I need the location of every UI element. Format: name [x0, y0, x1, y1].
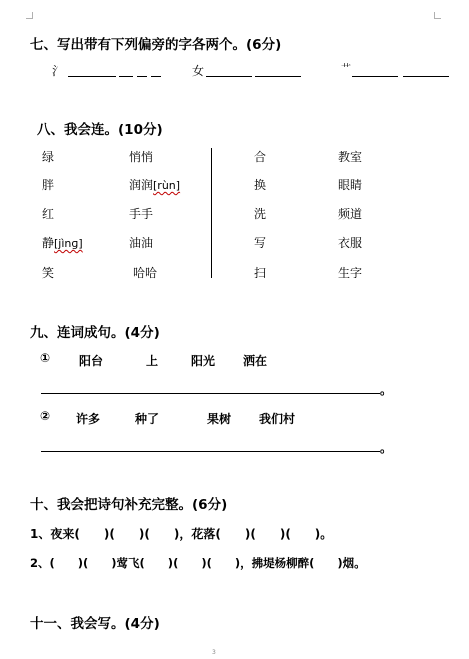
q10-line2-blank-6: ( )	[309, 556, 343, 570]
q7-answer-line-3b	[403, 76, 449, 77]
q10-line1-blank-6: ( )	[285, 527, 321, 541]
q10-line1-blank-2: ( )	[109, 527, 145, 541]
q10-line1-number: 1、	[30, 527, 51, 541]
q8-col2-item-2-word: 润润	[129, 178, 154, 192]
q8-pinyin-run: [rùn]	[153, 179, 181, 192]
q10-line1-blank-4: ( )	[215, 527, 251, 541]
q9-item1-answer-line	[41, 393, 380, 394]
q7-answer-line-1d	[151, 76, 161, 77]
q9-item1-word-2: 上	[146, 354, 159, 368]
q10-line1-blank-5: ( )	[250, 527, 286, 541]
q9-item1-period: 。	[380, 383, 393, 397]
q10-line1-blank-1: ( )	[74, 527, 110, 541]
q9-item2-period: 。	[380, 441, 393, 455]
q8-col4-item-4: 衣服	[338, 236, 363, 250]
q8-divider	[211, 148, 212, 278]
q10-line2-blank-2: ( )	[83, 556, 117, 570]
q8-col3-item-2: 换	[254, 178, 267, 192]
q8-title: 八、我会连。(10分)	[37, 122, 163, 138]
q9-item1-word-3: 阳光	[191, 354, 216, 368]
q10-line2-number: 2、	[30, 556, 50, 570]
corner-mark-top-right	[434, 12, 441, 19]
q10-line1-end: 。	[320, 527, 333, 541]
q10-line1-mid: ，花落	[179, 527, 216, 541]
q10-line1-blank-3: ( )	[144, 527, 180, 541]
q7-answer-line-3a	[352, 76, 398, 77]
q8-col2-item-5: 哈哈	[133, 266, 158, 280]
q10-line2-word-3: 烟。	[342, 556, 366, 570]
q11-title: 十一、我会写。(4分)	[30, 616, 160, 632]
q8-col1-item-1: 绿	[42, 150, 55, 164]
q8-col2-item-3: 手手	[129, 207, 154, 221]
q9-item1-word-4: 洒在	[243, 354, 268, 368]
q8-col4-item-1: 教室	[338, 150, 363, 164]
q10-line1-start: 夜来	[50, 527, 75, 541]
q7-answer-line-1a	[68, 76, 116, 77]
q10-title: 十、我会把诗句补充完整。(6分)	[30, 497, 228, 513]
q8-col1-item-4-char: 静	[42, 236, 55, 250]
q8-col3-item-3: 洗	[254, 207, 267, 221]
q8-col3-item-5: 扫	[254, 266, 267, 280]
corner-mark-top-left	[26, 12, 33, 19]
q7-radical-grass: 艹	[341, 64, 351, 75]
q9-item2-word-2: 种了	[135, 412, 160, 426]
q9-item2-number: ②	[40, 409, 51, 423]
q9-item2-word-1: 许多	[76, 412, 101, 426]
q8-pinyin-jing: [jìnɡ]	[54, 237, 83, 250]
page-number: 3	[212, 649, 216, 656]
q7-radical-water: 氵	[52, 64, 65, 78]
q7-answer-line-2a	[206, 76, 252, 77]
q7-answer-line-2b	[255, 76, 301, 77]
q8-col1-item-5: 笑	[42, 266, 55, 280]
q9-item2-word-3: 果树	[207, 412, 232, 426]
q10-line2	[30, 555, 366, 571]
q8-col3-item-1: 合	[254, 150, 267, 164]
q9-item2-word-4: 我们村	[259, 412, 296, 426]
q9-item2-answer-line	[41, 451, 380, 452]
q8-col2-item-1: 悄悄	[129, 150, 154, 164]
q10-line1	[30, 525, 332, 542]
q10-line2-blank-1: ( )	[49, 556, 84, 570]
q9-item1-number: ①	[40, 351, 51, 365]
q8-col4-item-2: 眼睛	[338, 178, 363, 192]
q8-col4-item-5: 生字	[338, 266, 363, 280]
q8-col1-item-4	[42, 234, 83, 251]
q8-col3-item-4: 写	[254, 236, 267, 250]
q8-col1-item-2: 胖	[42, 178, 55, 192]
q7-answer-line-1b	[119, 76, 133, 77]
q7-title: 七、写出带有下列偏旁的字各两个。(6分)	[30, 37, 282, 53]
q7-radical-female: 女	[192, 64, 205, 78]
q8-col2-item-4: 油油	[129, 236, 154, 250]
q10-line2-blank-5: ( )	[206, 556, 241, 570]
q7-answer-line-1c	[137, 76, 147, 77]
q10-line2-word-1: 莺飞	[116, 556, 140, 570]
q8-col2-item-2	[129, 176, 180, 193]
q10-line2-word-2: ，拂堤杨柳醉	[240, 556, 310, 570]
q10-line2-blank-3: ( )	[139, 556, 174, 570]
q9-item1-word-1: 阳台	[79, 354, 104, 368]
q9-title: 九、连词成句。(4分)	[30, 325, 160, 341]
q8-col4-item-3: 频道	[338, 207, 363, 221]
q10-line2-blank-4: ( )	[173, 556, 207, 570]
q8-col1-item-3: 红	[42, 207, 55, 221]
